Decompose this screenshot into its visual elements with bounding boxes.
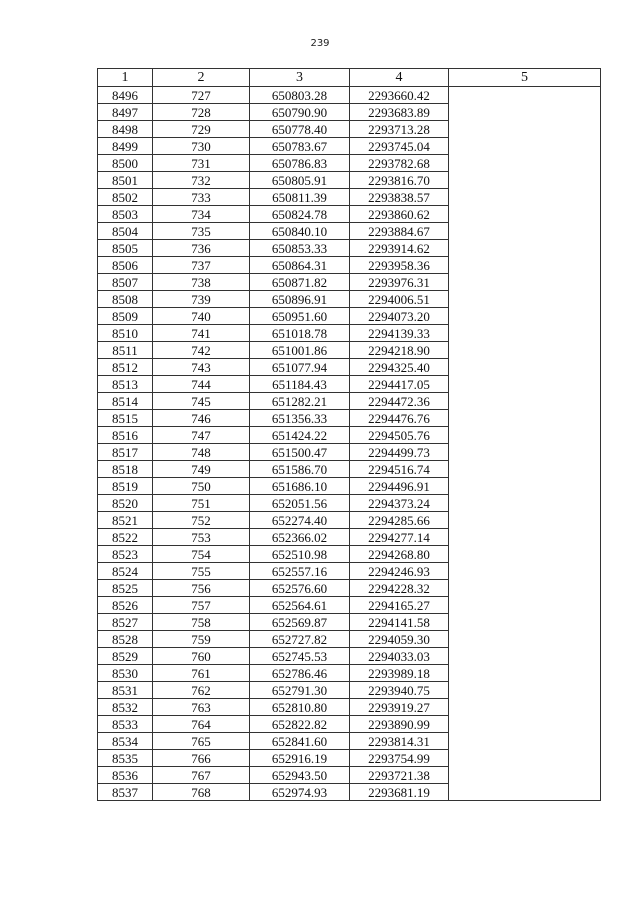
table-cell: 8518: [98, 461, 153, 478]
table-cell: 651424.22: [250, 427, 350, 444]
table-cell: 2293745.04: [350, 138, 449, 155]
table-cell: 651001.86: [250, 342, 350, 359]
table-cell: 652569.87: [250, 614, 350, 631]
table-cell: 8531: [98, 682, 153, 699]
table-cell: 8512: [98, 359, 153, 376]
table-cell: 652822.82: [250, 716, 350, 733]
table-cell: 2294246.93: [350, 563, 449, 580]
column-header: 2: [153, 69, 250, 87]
coordinates-table: [97, 68, 601, 801]
table-cell: 8529: [98, 648, 153, 665]
header-row: [98, 69, 601, 87]
table-cell: 8507: [98, 274, 153, 291]
table-cell: 8499: [98, 138, 153, 155]
table-cell: 8523: [98, 546, 153, 563]
table-cell: 8536: [98, 767, 153, 784]
table-cell: 762: [153, 682, 250, 699]
table-cell: 8496: [98, 87, 153, 104]
table-cell: 8511: [98, 342, 153, 359]
table-cell: 8525: [98, 580, 153, 597]
table-cell: 2294141.58: [350, 614, 449, 631]
table-cell: 736: [153, 240, 250, 257]
table-cell: 8510: [98, 325, 153, 342]
table-cell: 8534: [98, 733, 153, 750]
table-cell: 8527: [98, 614, 153, 631]
table-cell: 652974.93: [250, 784, 350, 801]
table-cell: 2293713.28: [350, 121, 449, 138]
table-cell: 2293681.19: [350, 784, 449, 801]
table-cell: 2293816.70: [350, 172, 449, 189]
table-cell: 8530: [98, 665, 153, 682]
table-cell: 8521: [98, 512, 153, 529]
table-cell: 758: [153, 614, 250, 631]
column-header: 1: [98, 69, 153, 87]
table-cell: 747: [153, 427, 250, 444]
table-body: [98, 87, 601, 801]
table-cell: 8526: [98, 597, 153, 614]
table-cell: 650805.91: [250, 172, 350, 189]
table-cell: 8514: [98, 393, 153, 410]
table-cell: 2294496.91: [350, 478, 449, 495]
table-cell: 2293782.68: [350, 155, 449, 172]
table-cell: 8535: [98, 750, 153, 767]
table-cell: 652841.60: [250, 733, 350, 750]
table-cell: 652564.61: [250, 597, 350, 614]
table-cell: 650783.67: [250, 138, 350, 155]
table-cell: 652791.30: [250, 682, 350, 699]
table-cell: 8515: [98, 410, 153, 427]
table-cell: 8498: [98, 121, 153, 138]
table-cell: 652810.80: [250, 699, 350, 716]
table-cell: 2293958.36: [350, 257, 449, 274]
table-cell: 760: [153, 648, 250, 665]
table-cell: 746: [153, 410, 250, 427]
table-cell: 652051.56: [250, 495, 350, 512]
table-cell: 8509: [98, 308, 153, 325]
table-cell: 650853.33: [250, 240, 350, 257]
table-cell: 8503: [98, 206, 153, 223]
table-cell: 742: [153, 342, 250, 359]
table-cell: 729: [153, 121, 250, 138]
table-cell: 2294417.05: [350, 376, 449, 393]
table-cell: 652727.82: [250, 631, 350, 648]
table-cell: 728: [153, 104, 250, 121]
table-cell: 8522: [98, 529, 153, 546]
table-cell: 2294033.03: [350, 648, 449, 665]
table-cell: 650896.91: [250, 291, 350, 308]
table-cell: 755: [153, 563, 250, 580]
table-cell: 652510.98: [250, 546, 350, 563]
table-cell: 2293919.27: [350, 699, 449, 716]
table-cell: 727: [153, 87, 250, 104]
table-cell: 652786.46: [250, 665, 350, 682]
table-header: [98, 69, 601, 87]
table-cell: 765: [153, 733, 250, 750]
table-cell: 2293721.38: [350, 767, 449, 784]
table-cell: 651077.94: [250, 359, 350, 376]
table-cell: 767: [153, 767, 250, 784]
table-cell: 650803.28: [250, 87, 350, 104]
table-cell: 652916.19: [250, 750, 350, 767]
table-cell: 2294277.14: [350, 529, 449, 546]
table-cell: 651586.70: [250, 461, 350, 478]
table-cell: 749: [153, 461, 250, 478]
table-row: [98, 87, 601, 104]
table-cell: 766: [153, 750, 250, 767]
table-cell: 733: [153, 189, 250, 206]
table-cell: 651356.33: [250, 410, 350, 427]
table-cell: 2294325.40: [350, 359, 449, 376]
table-cell: 757: [153, 597, 250, 614]
table-cell: 8501: [98, 172, 153, 189]
table-cell: 753: [153, 529, 250, 546]
table-cell: 8502: [98, 189, 153, 206]
table-cell: 8497: [98, 104, 153, 121]
page-number: 239: [310, 38, 330, 49]
table-cell: 652274.40: [250, 512, 350, 529]
column-header: 4: [350, 69, 449, 87]
table-cell: 743: [153, 359, 250, 376]
table-cell: 8504: [98, 223, 153, 240]
table-cell: 754: [153, 546, 250, 563]
table-cell: 8524: [98, 563, 153, 580]
table-cell: 740: [153, 308, 250, 325]
table-cell: 2294218.90: [350, 342, 449, 359]
table-cell: 2293989.18: [350, 665, 449, 682]
table-cell: 2293754.99: [350, 750, 449, 767]
table-cell: 651282.21: [250, 393, 350, 410]
table-cell: 8508: [98, 291, 153, 308]
table-cell: 744: [153, 376, 250, 393]
table-cell: 2294059.30: [350, 631, 449, 648]
table-cell: 752: [153, 512, 250, 529]
table-cell: 2293976.31: [350, 274, 449, 291]
table-cell: 2293683.89: [350, 104, 449, 121]
table-cell: 750: [153, 478, 250, 495]
table-cell: 8516: [98, 427, 153, 444]
table-cell: 2294476.76: [350, 410, 449, 427]
table-cell: 650824.78: [250, 206, 350, 223]
table-cell: 8533: [98, 716, 153, 733]
table-cell: 768: [153, 784, 250, 801]
table-cell: 8506: [98, 257, 153, 274]
table-cell: 741: [153, 325, 250, 342]
table-cell: 2294268.80: [350, 546, 449, 563]
table-cell: 763: [153, 699, 250, 716]
table-cell: 650864.31: [250, 257, 350, 274]
table-cell: 759: [153, 631, 250, 648]
table-cell: 2294285.66: [350, 512, 449, 529]
table-cell: 8528: [98, 631, 153, 648]
table-cell: 650811.39: [250, 189, 350, 206]
table-cell: 2294472.36: [350, 393, 449, 410]
table-cell: 751: [153, 495, 250, 512]
table-cell: 651018.78: [250, 325, 350, 342]
table-cell: 2294499.73: [350, 444, 449, 461]
table-cell: 8537: [98, 784, 153, 801]
table-cell: 2293814.31: [350, 733, 449, 750]
table-cell: 8500: [98, 155, 153, 172]
table-cell: 2293890.99: [350, 716, 449, 733]
column-header: 3: [250, 69, 350, 87]
table-cell: 650778.40: [250, 121, 350, 138]
table-cell: 651686.10: [250, 478, 350, 495]
table-cell: 650871.82: [250, 274, 350, 291]
table-cell: 652576.60: [250, 580, 350, 597]
table-cell: 651184.43: [250, 376, 350, 393]
table-cell: 652366.02: [250, 529, 350, 546]
empty-column-cell: [449, 87, 601, 801]
table-cell: 652557.16: [250, 563, 350, 580]
table-cell: 748: [153, 444, 250, 461]
table-cell: 650840.10: [250, 223, 350, 240]
table-cell: 2293838.57: [350, 189, 449, 206]
table-cell: 730: [153, 138, 250, 155]
table-cell: 761: [153, 665, 250, 682]
table-cell: 735: [153, 223, 250, 240]
table-cell: 650790.90: [250, 104, 350, 121]
table-cell: 650786.83: [250, 155, 350, 172]
table-cell: 732: [153, 172, 250, 189]
table-cell: 737: [153, 257, 250, 274]
table-cell: 8513: [98, 376, 153, 393]
table-cell: 2293860.62: [350, 206, 449, 223]
table-cell: 652745.53: [250, 648, 350, 665]
table-cell: 739: [153, 291, 250, 308]
table-cell: 8519: [98, 478, 153, 495]
table-cell: 2294228.32: [350, 580, 449, 597]
table-cell: 8517: [98, 444, 153, 461]
table-cell: 756: [153, 580, 250, 597]
column-header: 5: [449, 69, 601, 87]
table-cell: 2293940.75: [350, 682, 449, 699]
table-cell: 738: [153, 274, 250, 291]
table-cell: 650951.60: [250, 308, 350, 325]
table-cell: 8532: [98, 699, 153, 716]
table-cell: 2293914.62: [350, 240, 449, 257]
table-cell: 2294516.74: [350, 461, 449, 478]
table-cell: 651500.47: [250, 444, 350, 461]
table-cell: 2293660.42: [350, 87, 449, 104]
table-cell: 764: [153, 716, 250, 733]
table-cell: 2294165.27: [350, 597, 449, 614]
table-cell: 2293884.67: [350, 223, 449, 240]
table-cell: 734: [153, 206, 250, 223]
table-cell: 2294373.24: [350, 495, 449, 512]
table-cell: 2294139.33: [350, 325, 449, 342]
table-cell: 731: [153, 155, 250, 172]
table-cell: 8505: [98, 240, 153, 257]
table-cell: 2294073.20: [350, 308, 449, 325]
table-cell: 652943.50: [250, 767, 350, 784]
table-cell: 8520: [98, 495, 153, 512]
table-cell: 745: [153, 393, 250, 410]
table-cell: 2294505.76: [350, 427, 449, 444]
table-cell: 2294006.51: [350, 291, 449, 308]
